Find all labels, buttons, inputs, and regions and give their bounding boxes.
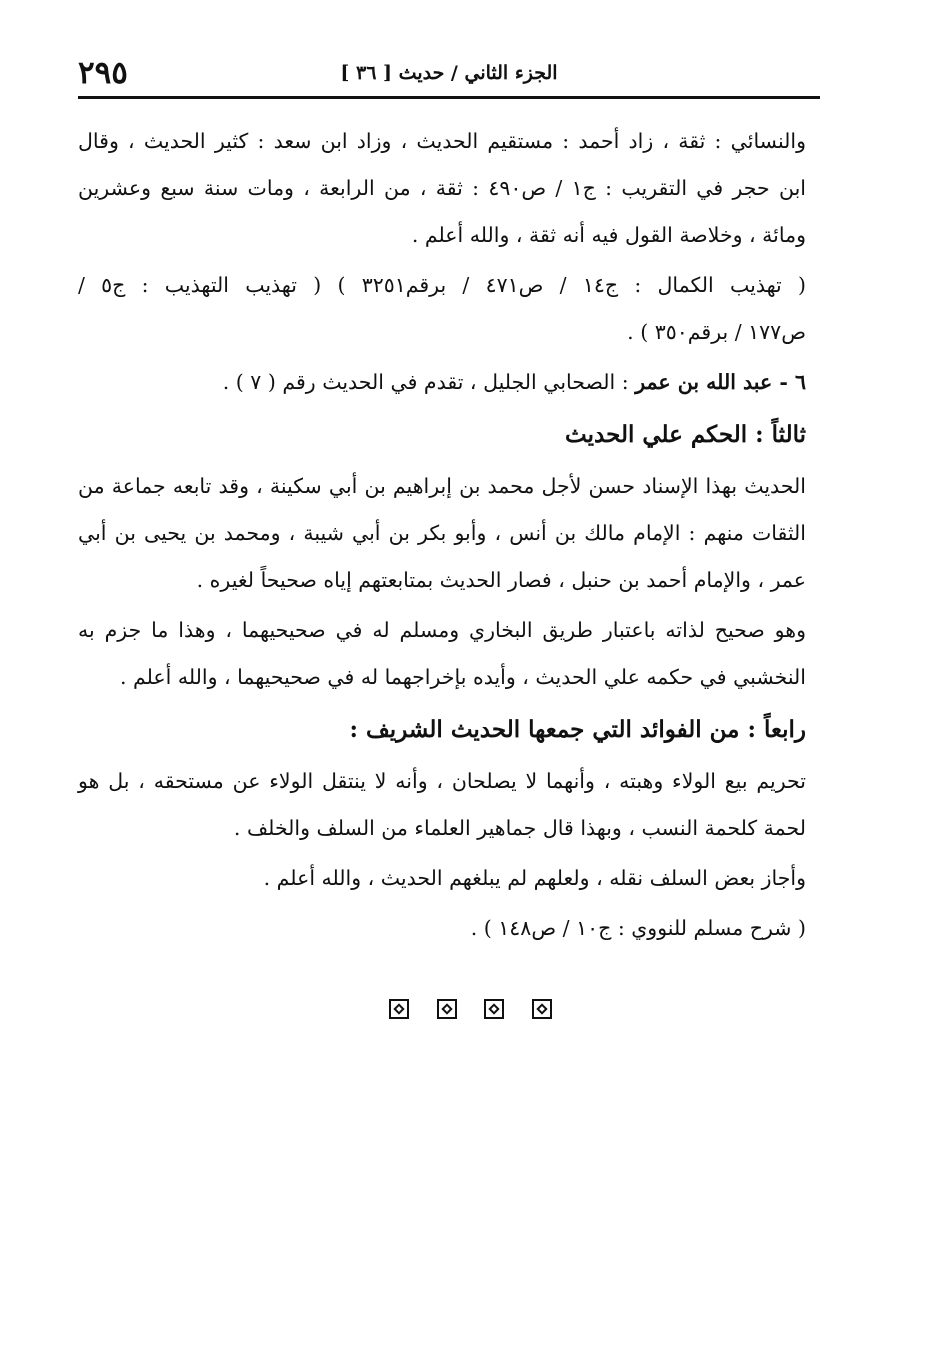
text-line: ( تهذيب الكمال : ج١٤ / ص٤٧١ / برقم٣٢٥١ ) ( تهذيب التهذيب : ج٥ / [78,273,806,297]
paragraph-ruling [78,463,806,604]
text-line: ( شرح مسلم للنووي : ج١٠ / ص١٤٨ ) . [470,916,806,940]
text-line: لحمة كلحمة النسب ، وبهذا قال جماهير العلماء من السلف والخلف . [233,816,806,840]
paragraph-reference [78,905,806,952]
paragraph-narrator-grading [78,118,806,259]
page-header [78,52,820,99]
square-ornament-icon [484,999,504,1019]
square-ornament-icon [437,999,457,1019]
narrator-description: : الصحابي الجليل ، تقدم في الحديث رقم ( ٧ ) . [222,370,636,394]
square-ornament-icon [389,999,409,1019]
running-title: الجزء الثاني / حديث [ ٣٦ ] [340,62,558,84]
page-body [78,118,806,955]
section-heading-benefits: رابعاً : من الفوائد التي جمعها الحديث الشريف : [349,716,806,743]
text-line: النخشبي في حكمه علي الحديث ، وأيده بإخراجهما له في صحيحيهما ، والله أعلم . [119,665,806,689]
text-line: تحريم بيع الولاء وهبته ، وأنهما لا يصلحان ، وأنه لا ينتقل الولاء عن مستحقه ، بل هو [78,769,806,793]
text-line [78,359,806,406]
text-line: وهو صحيح لذاته باعتبار طريق البخاري ومسلم له في صحيحيهما ، وهذا ما جزم به [78,618,806,642]
paragraph-exception [78,855,806,902]
text-line: الحديث بهذا الإسناد حسن لأجل محمد بن إبراهيم بن أبي سكينة ، وقد تابعه جماعة من [78,474,806,498]
section-end-ornaments [0,997,941,1025]
page-number: ٢٩٥ [78,55,128,91]
text-line: ومائة ، وخلاصة القول فيه أنه ثقة ، والله أعلم . [411,223,806,247]
section-heading-ruling: ثالثاً : الحكم علي الحديث [565,421,806,448]
text-line: عمر ، والإمام أحمد بن حنبل ، فصار الحديث بمتابعتهم إياه صحيحاً لغيره . [196,568,806,592]
text-line: ابن حجر في التقريب : ج١ / ص٤٩٠ : ثقة ، من الرابعة ، ومات سنة سبع وعشرين [78,176,806,200]
paragraph-authenticity [78,607,806,701]
narrator-name: ٦ - عبد الله بن عمر [635,370,806,394]
paragraph-narrator-6 [78,359,806,406]
square-ornament-icon [532,999,552,1019]
text-line: والنسائي : ثقة ، زاد أحمد : مستقيم الحديث ، وزاد ابن سعد : كثير الحديث ، وقال [78,129,806,153]
text-line: ص١٧٧ / برقم٣٥٠ ) . [627,320,806,344]
text-line: وأجاز بعض السلف نقله ، ولعلهم لم يبلغهم الحديث ، والله أعلم . [263,866,806,890]
text-line: الثقات منهم : الإمام مالك بن أنس ، وأبو بكر بن أبي شيبة ، ومحمد بن يحيى بن أبي [78,521,806,545]
paragraph-benefits [78,758,806,852]
paragraph-citation [78,262,806,356]
